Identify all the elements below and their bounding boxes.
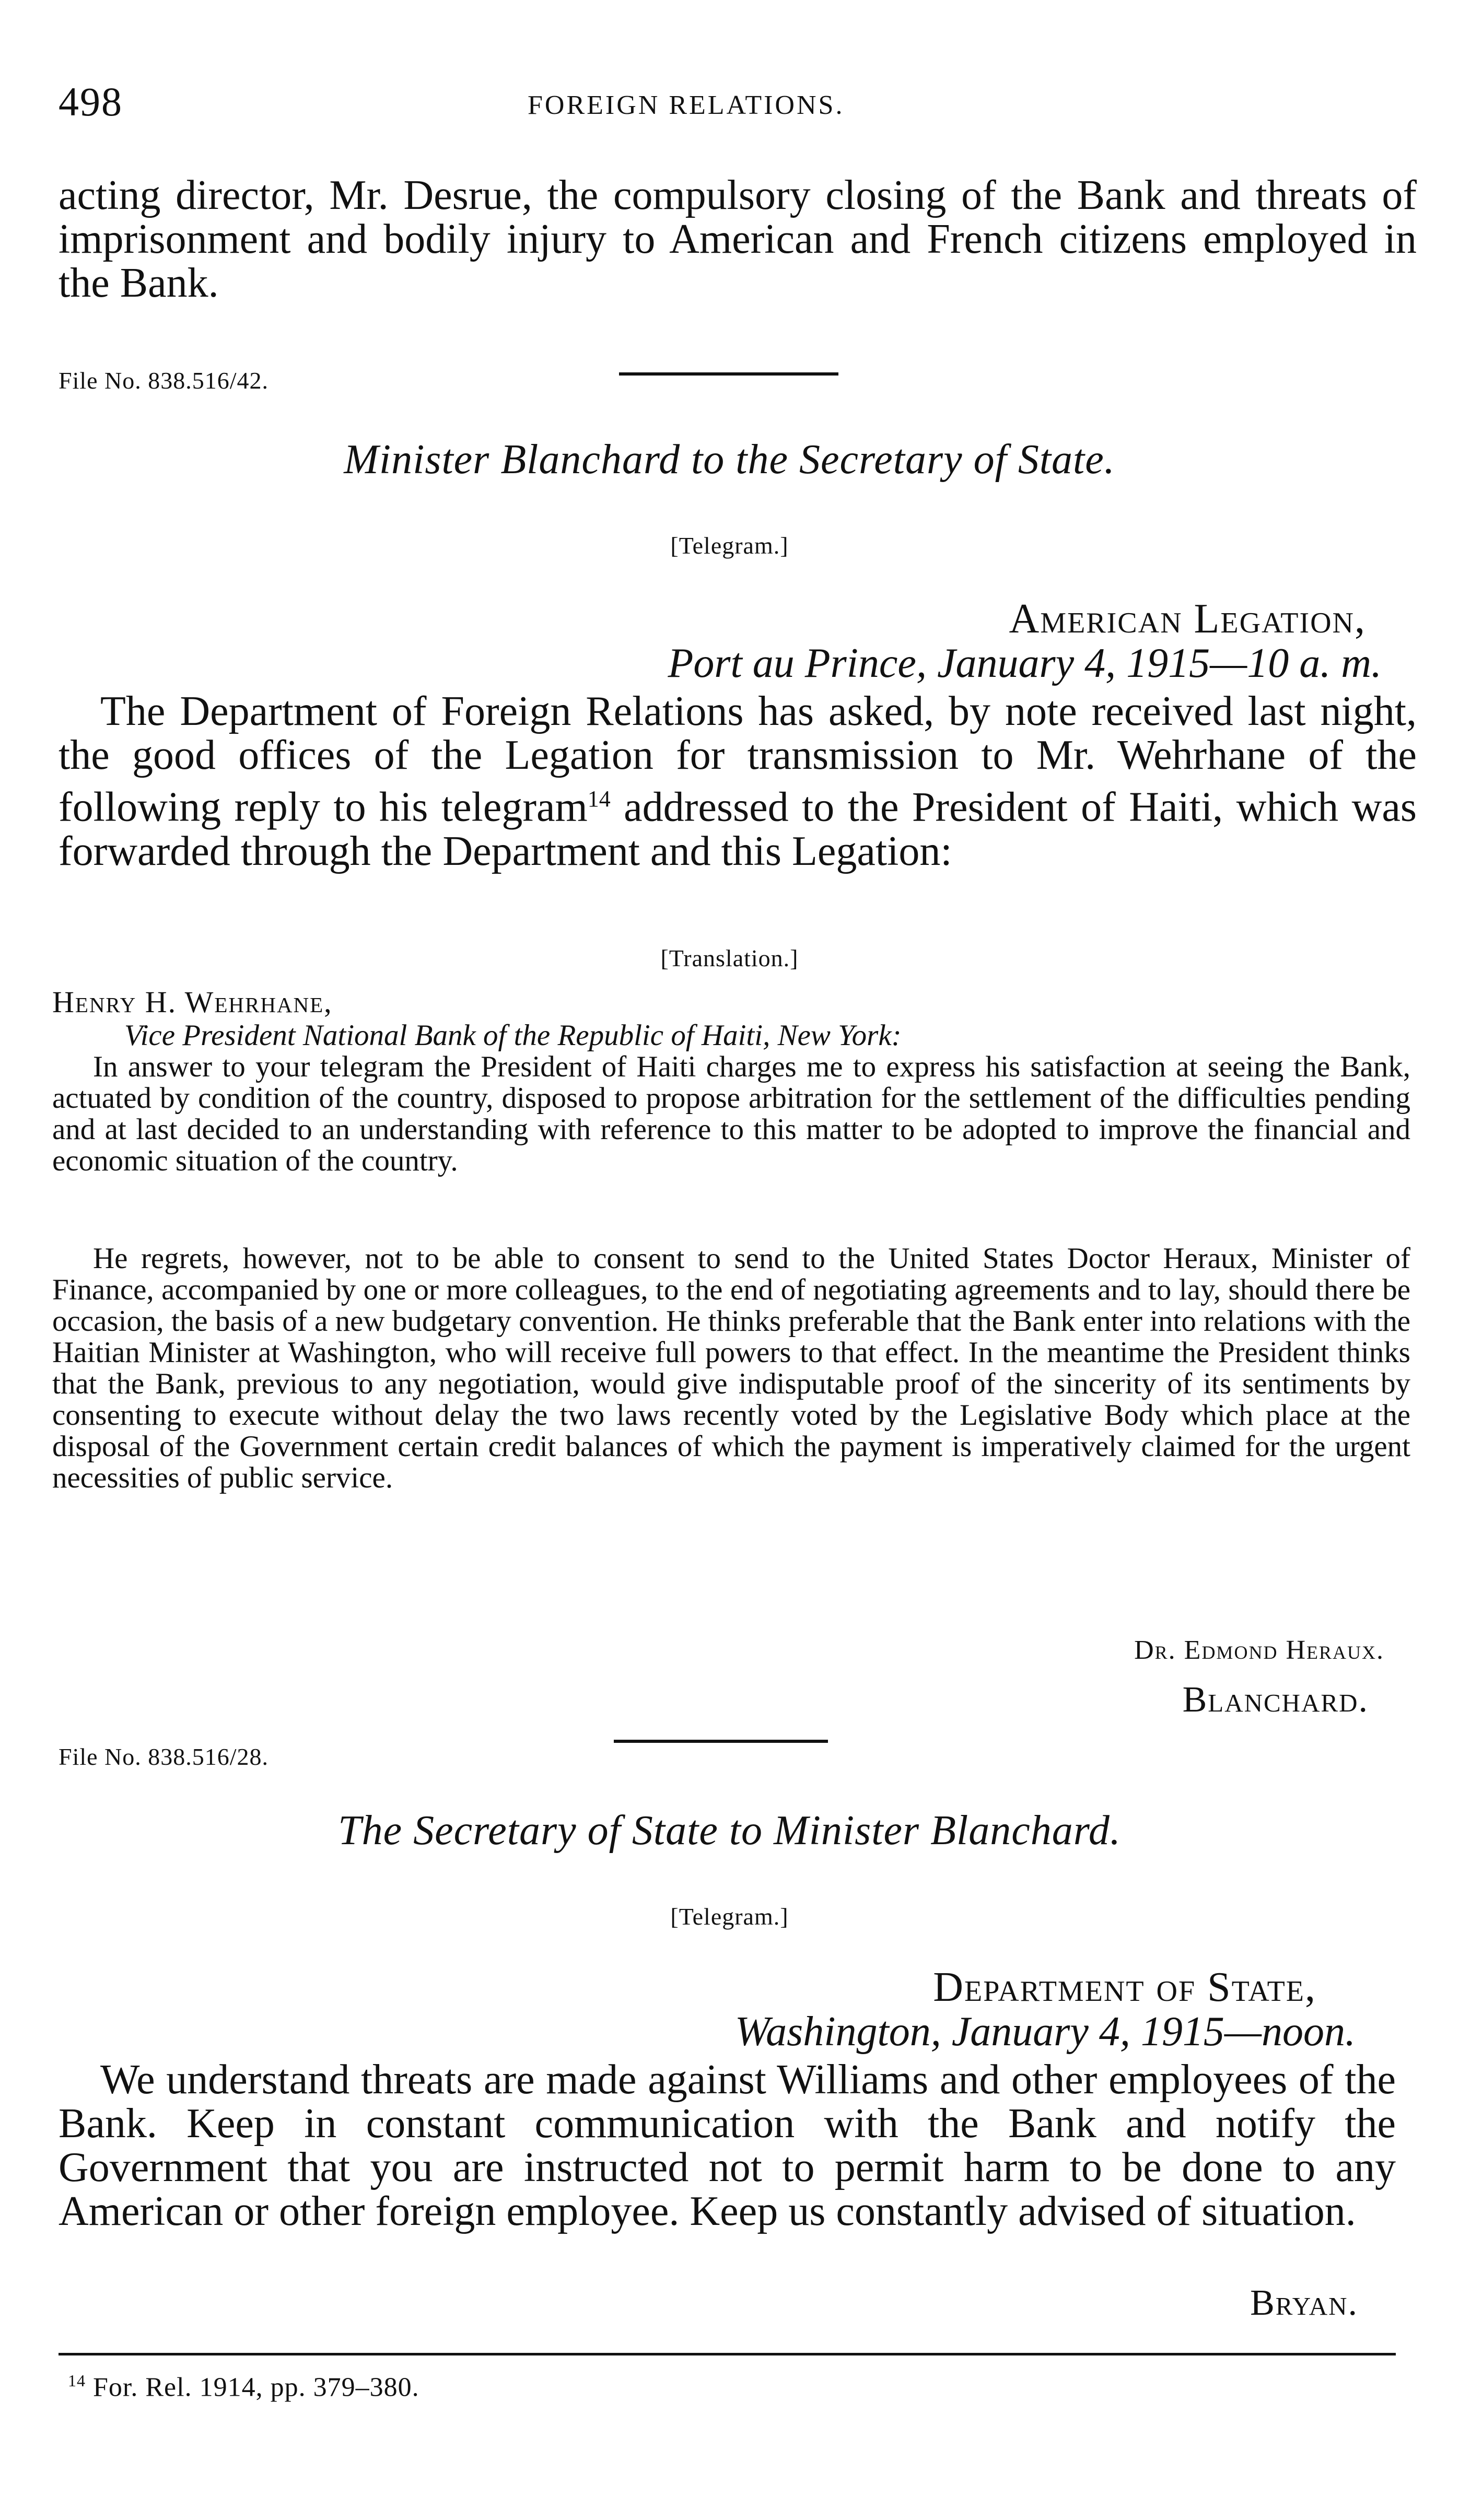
addressee-title: Vice President National Bank of the Republic of Haiti, New York: — [124, 1019, 902, 1052]
body-text: The Department of Foreign Relations has asked, by note received last night, the good offices of the Legation for transmission to Mr. Wehrhane of the following reply to his telegram — [59, 688, 1417, 830]
page-number: 498 — [59, 79, 123, 124]
translation-paragraph: He regrets, however, not to be able to consent to send to the United States Doctor Heraux, Minister of Finance, accompanied by one or more colleagues, to the end of negotiating agreements and to lay, should there be occasion, the basis of a new budgetary convention. He thinks preferable that the Bank enter into relations with the Haitian Minister at Washington, who will receive full powers to that effect. In the meantime the President thinks that the Bank, previous to any negotiation, would give indisputable proof of the sincerity of its sentiments by consenting to execute without delay the two laws recently voted by the Legislative Body which place at the disposal of the Government certain credit balances of which the payment is imperatively claimed for the urgent necessities of public service. — [52, 1242, 1410, 1494]
document-title: The Secretary of State to Minister Blanchard. — [338, 1808, 1121, 1854]
section-divider — [614, 1740, 828, 1743]
addressee-name: Henry H. Wehrhane, — [52, 985, 333, 1019]
footnote-marker: 14 — [68, 2371, 86, 2390]
place-date-line: Washington, January 4, 1915—noon. — [734, 2009, 1356, 2055]
place-date-line: Port au Prince, January 4, 1915—10 a. m. — [668, 640, 1382, 686]
translation-paragraph: In answer to your telegram the President of Haiti charges me to express his satisfaction at seeing the Bank, actuated by condition of the country, disposed to propose arbitration for the settlement of the difficulties pending and at last decided to an understanding with reference to this matter to be adopted to improve the financial and economic situation of the country. — [52, 1050, 1410, 1177]
footnote — [68, 2371, 419, 2402]
translation-label: [Translation.] — [660, 945, 799, 971]
footnote-reference: 14 — [587, 786, 611, 812]
signature: Bryan. — [1250, 2283, 1358, 2323]
section-divider — [619, 372, 838, 376]
telegram-label: [Telegram.] — [670, 1903, 789, 1930]
running-head: FOREIGN RELATIONS. — [528, 90, 845, 120]
footnote-text: For. Rel. 1914, pp. 379–380. — [86, 2372, 419, 2402]
telegram-label: [Telegram.] — [670, 532, 789, 559]
telegram-body — [59, 689, 1417, 873]
file-number: File No. 838.516/42. — [59, 367, 269, 394]
telegram-body: We understand threats are made against Williams and other employees of the Bank. Keep in constant communication with the Bank and notify the Government that you are instructed not to permit harm to be done to any American or other foreign employee. Keep us constantly advised of situation. — [59, 2057, 1396, 2234]
origin-line: American Legation, — [1009, 596, 1366, 642]
inner-signature: Dr. Edmond Heraux. — [1134, 1635, 1384, 1665]
footnote-rule — [59, 2353, 1396, 2355]
file-number: File No. 838.516/28. — [59, 1743, 269, 1770]
body-text-continued: addressed to the President of Haiti, which was forwarded through the Department and this Legation: — [59, 784, 1417, 874]
signature: Blanchard. — [1182, 1680, 1369, 1720]
intro-paragraph: acting director, Mr. Desrue, the compulsory closing of the Bank and threats of imprisonment and bodily injury to American and French citizens employed in the Bank. — [59, 172, 1417, 306]
origin-line: Department of State, — [933, 1964, 1316, 2010]
document-title: Minister Blanchard to the Secretary of State. — [344, 437, 1115, 483]
